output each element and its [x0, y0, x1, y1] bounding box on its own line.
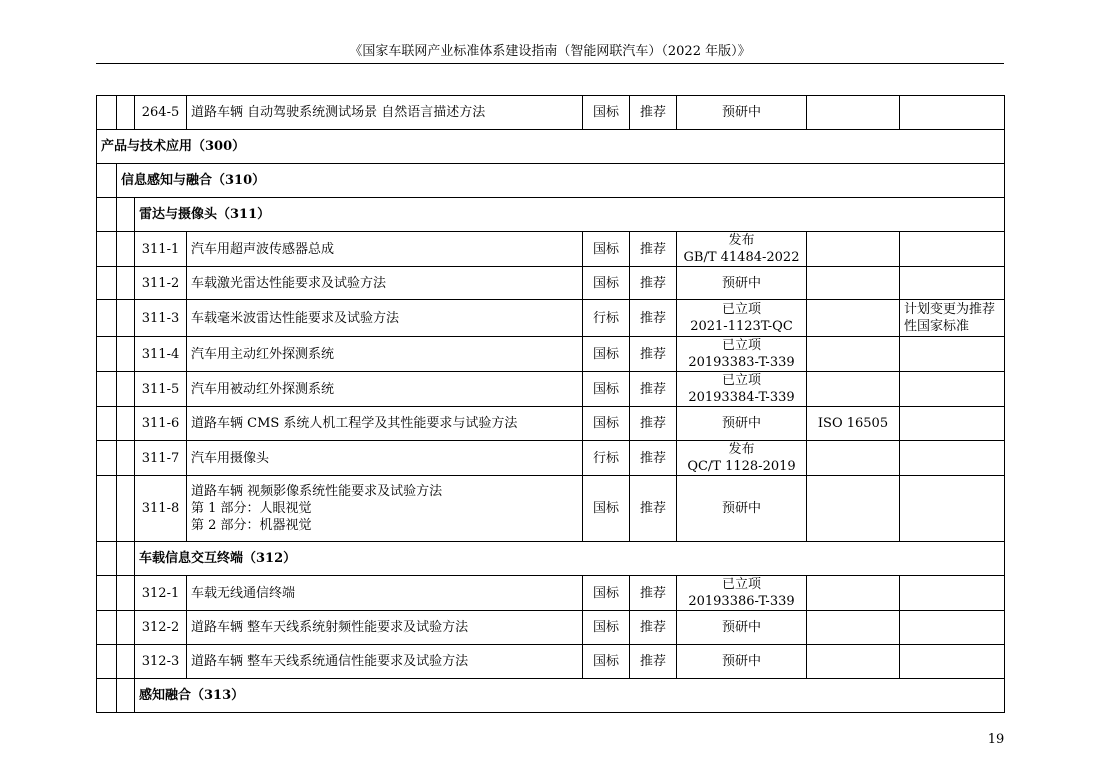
standard-code: 20193384-T-339 — [688, 390, 795, 405]
indent-cell — [117, 611, 135, 645]
standard-nature: 推荐 — [630, 441, 677, 476]
standard-type: 国标 — [583, 407, 630, 441]
standard-name: 汽车用超声波传感器总成 — [187, 232, 583, 267]
remarks — [900, 372, 1005, 407]
standard-id: 311-6 — [135, 407, 187, 441]
table-row — [97, 476, 1005, 542]
standard-type: 国标 — [583, 611, 630, 645]
category-heading-300: 产品与技术应用（300） — [97, 130, 1005, 164]
standard-status — [677, 300, 807, 337]
remarks — [900, 267, 1005, 300]
standard-type: 国标 — [583, 96, 630, 130]
indent-cell — [117, 645, 135, 679]
table-row — [97, 645, 1005, 679]
standard-type: 国标 — [583, 337, 630, 372]
table-row — [97, 407, 1005, 441]
standard-nature: 推荐 — [630, 407, 677, 441]
intl-reference: ISO 16505 — [807, 407, 900, 441]
intl-reference — [807, 645, 900, 679]
status-label: 已立项 — [721, 338, 761, 353]
standard-id: 311-1 — [135, 232, 187, 267]
status-label: 已立项 — [721, 373, 761, 388]
indent-cell — [97, 441, 117, 476]
standard-name: 汽车用主动红外探测系统 — [187, 337, 583, 372]
standard-status: 预研中 — [677, 267, 807, 300]
standard-type: 国标 — [583, 576, 630, 611]
standard-code: 2021-1123T-QC — [690, 319, 793, 334]
status-label: 已立项 — [721, 577, 761, 592]
category-heading-311: 雷达与摄像头（311） — [135, 198, 1005, 232]
table-row — [97, 611, 1005, 645]
intl-reference — [807, 476, 900, 542]
category-row — [97, 542, 1005, 576]
standard-nature: 推荐 — [630, 576, 677, 611]
category-heading-313: 感知融合（313） — [135, 679, 1005, 713]
remarks — [900, 611, 1005, 645]
indent-cell — [97, 198, 117, 232]
standard-id: 311-5 — [135, 372, 187, 407]
remarks — [900, 407, 1005, 441]
intl-reference — [807, 267, 900, 300]
remarks: 计划变更为推荐性国家标准 — [900, 300, 1005, 337]
standard-type: 国标 — [583, 372, 630, 407]
standard-type: 国标 — [583, 267, 630, 300]
table-row — [97, 576, 1005, 611]
standard-id: 312-3 — [135, 645, 187, 679]
standard-type: 国标 — [583, 645, 630, 679]
remarks — [900, 476, 1005, 542]
standard-name: 车载毫米波雷达性能要求及试验方法 — [187, 300, 583, 337]
indent-cell — [117, 542, 135, 576]
standard-status — [677, 576, 807, 611]
standards-table — [96, 95, 1005, 713]
indent-cell — [97, 611, 117, 645]
category-row — [97, 130, 1005, 164]
standard-title: 道路车辆 视频影像系统性能要求及试验方法 — [191, 484, 443, 499]
intl-reference — [807, 576, 900, 611]
status-label: 发布 — [728, 233, 755, 248]
standard-part-1: 第 1 部分：人眼视觉 — [191, 501, 312, 516]
standard-id: 312-2 — [135, 611, 187, 645]
standard-code: 20193386-T-339 — [688, 594, 795, 609]
indent-cell — [97, 645, 117, 679]
status-label: 已立项 — [721, 302, 761, 317]
standard-id: 311-2 — [135, 267, 187, 300]
standard-id: 311-4 — [135, 337, 187, 372]
status-label: 发布 — [728, 442, 755, 457]
page-header: 《国家车联网产业标准体系建设指南（智能网联汽车）（2022 年版）》 — [349, 44, 751, 59]
indent-cell — [97, 476, 117, 542]
standard-nature: 推荐 — [630, 300, 677, 337]
standard-status: 预研中 — [677, 645, 807, 679]
standard-status — [677, 372, 807, 407]
standard-name: 车载无线通信终端 — [187, 576, 583, 611]
indent-cell — [97, 542, 117, 576]
category-row — [97, 679, 1005, 713]
intl-reference — [807, 337, 900, 372]
intl-reference — [807, 232, 900, 267]
standard-type: 国标 — [583, 476, 630, 542]
indent-cell — [117, 679, 135, 713]
page-number: 19 — [987, 732, 1005, 747]
indent-cell — [97, 267, 117, 300]
indent-cell — [117, 232, 135, 267]
standard-code: GB/T 41484-2022 — [683, 250, 800, 265]
standard-id: 312-1 — [135, 576, 187, 611]
standard-nature: 推荐 — [630, 645, 677, 679]
standard-nature: 推荐 — [630, 337, 677, 372]
standard-status — [677, 337, 807, 372]
indent-cell — [117, 300, 135, 337]
indent-cell — [97, 164, 117, 198]
indent-cell — [97, 372, 117, 407]
standard-id: 311-7 — [135, 441, 187, 476]
table-row — [97, 232, 1005, 267]
indent-cell — [97, 407, 117, 441]
remarks — [900, 576, 1005, 611]
category-heading-312: 车载信息交互终端（312） — [135, 542, 1005, 576]
intl-reference — [807, 441, 900, 476]
standard-id: 311-3 — [135, 300, 187, 337]
indent-cell — [97, 232, 117, 267]
intl-reference — [807, 372, 900, 407]
intl-reference — [807, 300, 900, 337]
standard-nature: 推荐 — [630, 476, 677, 542]
standard-name — [187, 476, 583, 542]
standard-nature: 推荐 — [630, 372, 677, 407]
standard-part-2: 第 2 部分：机器视觉 — [191, 518, 312, 533]
indent-cell — [117, 198, 135, 232]
indent-cell — [117, 337, 135, 372]
remarks — [900, 441, 1005, 476]
table-row — [97, 267, 1005, 300]
remarks — [900, 337, 1005, 372]
standard-name: 道路车辆 CMS 系统人机工程学及其性能要求与试验方法 — [187, 407, 583, 441]
table-row — [97, 300, 1005, 337]
header-rule — [96, 63, 1004, 64]
indent-cell — [97, 576, 117, 611]
standard-status — [677, 441, 807, 476]
indent-cell — [97, 300, 117, 337]
intl-reference — [807, 611, 900, 645]
standard-name: 道路车辆 整车天线系统通信性能要求及试验方法 — [187, 645, 583, 679]
standard-nature: 推荐 — [630, 232, 677, 267]
indent-cell — [117, 267, 135, 300]
indent-cell — [117, 407, 135, 441]
table-row — [97, 96, 1005, 130]
standard-id: 264-5 — [135, 96, 187, 130]
category-row — [97, 198, 1005, 232]
standard-nature: 推荐 — [630, 267, 677, 300]
table-row — [97, 337, 1005, 372]
indent-cell — [97, 337, 117, 372]
intl-reference — [807, 96, 900, 130]
standard-status: 预研中 — [677, 407, 807, 441]
standard-nature: 推荐 — [630, 611, 677, 645]
remarks — [900, 645, 1005, 679]
standard-status — [677, 232, 807, 267]
standard-name: 车载激光雷达性能要求及试验方法 — [187, 267, 583, 300]
table-row — [97, 372, 1005, 407]
standard-name: 汽车用摄像头 — [187, 441, 583, 476]
indent-cell — [117, 441, 135, 476]
standard-name: 道路车辆 自动驾驶系统测试场景 自然语言描述方法 — [187, 96, 583, 130]
standard-type: 国标 — [583, 232, 630, 267]
indent-cell — [117, 476, 135, 542]
table-row — [97, 441, 1005, 476]
standard-type: 行标 — [583, 441, 630, 476]
indent-cell — [97, 679, 117, 713]
standard-name: 道路车辆 整车天线系统射频性能要求及试验方法 — [187, 611, 583, 645]
standard-status: 预研中 — [677, 611, 807, 645]
remarks — [900, 96, 1005, 130]
standard-status: 预研中 — [677, 476, 807, 542]
category-row — [97, 164, 1005, 198]
standard-status: 预研中 — [677, 96, 807, 130]
indent-cell — [117, 372, 135, 407]
indent-cell — [97, 96, 117, 130]
standard-nature: 推荐 — [630, 96, 677, 130]
standard-type: 行标 — [583, 300, 630, 337]
standard-code: 20193383-T-339 — [688, 355, 795, 370]
indent-cell — [117, 96, 135, 130]
standard-id: 311-8 — [135, 476, 187, 542]
standard-name: 汽车用被动红外探测系统 — [187, 372, 583, 407]
standard-code: QC/T 1128-2019 — [687, 459, 796, 474]
remarks — [900, 232, 1005, 267]
indent-cell — [117, 576, 135, 611]
category-heading-310: 信息感知与融合（310） — [117, 164, 1005, 198]
